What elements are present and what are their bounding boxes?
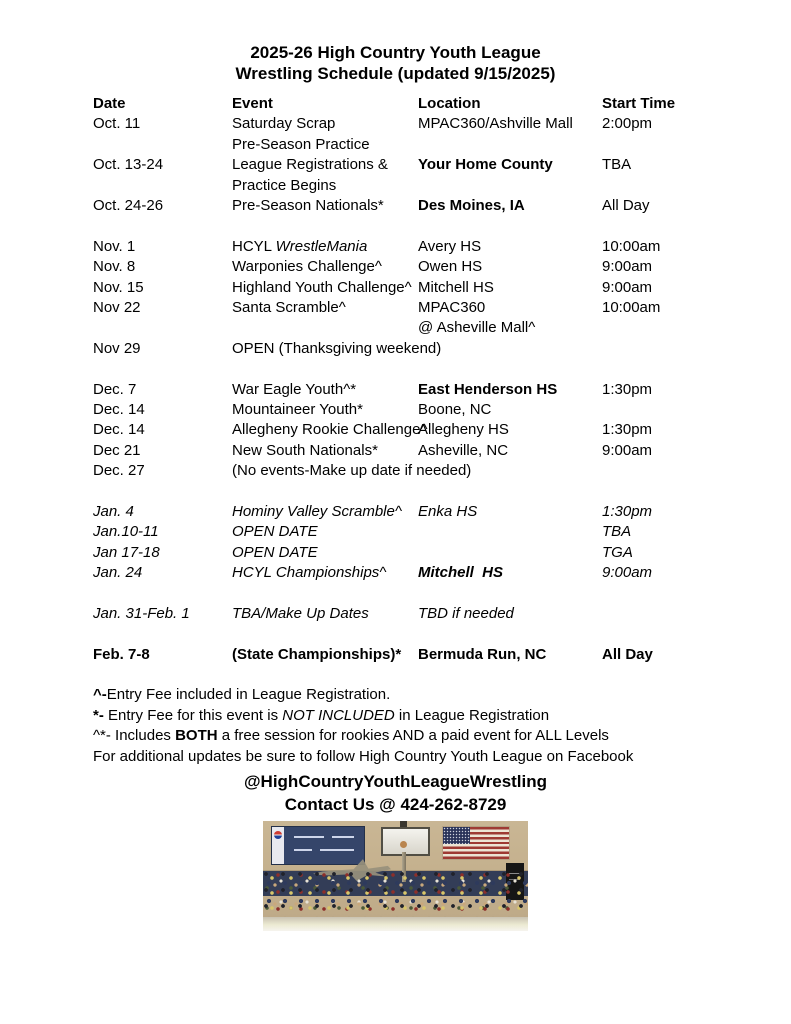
footnote-line — [93, 685, 791, 705]
table-spacer-row — [93, 359, 791, 379]
table-row — [93, 420, 791, 440]
table-row — [93, 298, 791, 318]
team-photo — [263, 821, 528, 931]
cell-event: (No events-Make up date if needed) — [232, 462, 472, 480]
cell-time: All Day — [602, 197, 650, 215]
cell-location: Your Home County — [418, 156, 553, 174]
table-row — [93, 339, 791, 359]
cell-location: Asheville, NC — [418, 441, 509, 459]
table-row — [93, 604, 791, 624]
cell-location: Allegheny HS — [418, 421, 509, 439]
cell-date: Nov. 1 — [93, 237, 136, 255]
cell-date — [93, 318, 232, 338]
cell-date: Jan. 31-Feb. 1 — [93, 605, 190, 623]
cell-location: Boone, NC — [418, 401, 492, 419]
cell-event: OPEN DATE — [232, 543, 318, 561]
cell-time: 1:30pm — [602, 421, 653, 439]
cell-event: Allegheny Rookie Challenge^ — [232, 421, 428, 439]
scoreboard-text-line — [294, 836, 324, 838]
cell-time — [602, 461, 698, 481]
header-location: Location — [418, 95, 481, 112]
cell-event — [232, 237, 418, 257]
cell-time — [602, 135, 698, 155]
cell-event: Pre-Season Nationals* — [232, 197, 384, 215]
cell-event: OPEN (Thanksgiving weekend) — [232, 339, 442, 357]
header-date: Date — [93, 95, 126, 112]
cell-date: Dec. 27 — [93, 462, 145, 480]
title-line1: 2025-26 High Country Youth League — [250, 43, 541, 62]
facebook-handle: @HighCountryYouthLeagueWrestling — [243, 771, 548, 791]
cell-time: 9:00am — [602, 441, 653, 459]
basketball-icon — [400, 841, 407, 848]
wrestlers-crowd — [263, 871, 528, 917]
table-row — [93, 543, 791, 563]
cell-time — [602, 604, 698, 624]
cell-date: Feb. 7-8 — [93, 645, 150, 663]
cell-date: Oct. 11 — [93, 115, 141, 133]
cell-time: 1:30pm — [602, 503, 653, 521]
cell-time: TGA — [602, 543, 633, 561]
table-spacer-row — [93, 584, 791, 604]
cell-location: East Henderson HS — [418, 380, 558, 398]
title-line2: Wrestling Schedule (updated 9/15/2025) — [235, 64, 556, 83]
text-segment: a free session for rookies AND a paid event for ALL Levels — [217, 727, 609, 745]
text-segment: ^- — [93, 686, 107, 704]
cell-date — [93, 135, 232, 155]
cell-date: Dec. 14 — [93, 421, 145, 439]
cell-date: Nov. 15 — [93, 278, 144, 296]
cell-time: TBA — [602, 523, 632, 541]
cell-event: League Registrations & — [232, 156, 388, 174]
table-row — [93, 135, 791, 155]
scoreboard-text-line — [294, 849, 312, 851]
cell-location: Mitchell HS — [418, 278, 494, 296]
header-start-time: Start Time — [602, 95, 676, 112]
cell-location: Bermuda Run, NC — [418, 645, 547, 663]
cell-event: New South Nationals* — [232, 441, 378, 459]
table-row — [93, 278, 791, 298]
cell-event: (State Championships)* — [232, 645, 402, 663]
table-row — [93, 114, 791, 134]
text-segment: For additional updates be sure to follow High Country Youth League on Facebook — [93, 747, 634, 765]
cell-date: Nov 29 — [93, 339, 141, 357]
text-segment: HCYL — [232, 237, 276, 255]
schedule-table — [93, 94, 791, 665]
cell-time — [602, 400, 698, 420]
table-spacer-row — [93, 625, 791, 645]
cell-location — [418, 176, 602, 196]
cell-event: War Eagle Youth^* — [232, 380, 357, 398]
cell-location: Des Moines, IA — [418, 197, 525, 215]
scoreboard-text-line — [320, 849, 354, 851]
cell-event: Practice Begins — [232, 176, 337, 194]
cell-location: Owen HS — [418, 258, 483, 276]
cell-time: 9:00am — [602, 258, 653, 276]
cell-date: Nov. 8 — [93, 258, 136, 276]
footnote-line — [93, 747, 791, 767]
table-row — [93, 318, 791, 338]
cell-event: TBA/Make Up Dates — [232, 605, 369, 623]
cell-location — [418, 522, 602, 542]
header-event: Event — [232, 95, 273, 112]
cell-event: Saturday Scrap — [232, 115, 336, 133]
flag-canton — [443, 827, 470, 844]
cell-date — [93, 176, 232, 196]
cell-date: Jan 17-18 — [93, 543, 160, 561]
cell-date: Jan. 4 — [93, 503, 134, 521]
cell-date: Oct. 13-24 — [93, 156, 164, 174]
cell-time: 10:00am — [602, 299, 661, 317]
text-segment: in League Registration — [394, 706, 550, 724]
table-header-row — [93, 94, 791, 114]
cell-location: Enka HS — [418, 503, 478, 521]
cell-event: OPEN DATE — [232, 523, 318, 541]
pepsi-logo-icon — [274, 831, 282, 839]
table-row — [93, 645, 791, 665]
contact-phone: Contact Us @ 424-262-8729 — [284, 794, 507, 814]
pepsi-panel — [272, 827, 284, 864]
text-segment: WrestleMania — [275, 237, 368, 255]
gym-floor — [263, 917, 528, 931]
cell-time: 2:00pm — [602, 115, 653, 133]
cell-date: Dec. 7 — [93, 380, 137, 398]
text-segment: Entry Fee for this event is — [103, 706, 283, 724]
text-segment: ^*- Includes — [93, 727, 176, 745]
cell-event: Highland Youth Challenge^ — [232, 278, 412, 296]
cell-event: Hominy Valley Scramble^ — [232, 503, 402, 521]
footnotes — [93, 685, 791, 767]
page-title — [0, 0, 791, 84]
table-row — [93, 502, 791, 522]
cell-location: MPAC360/Ashville Mall — [418, 115, 573, 133]
cell-time: 9:00am — [602, 278, 653, 296]
scoreboard-text-line — [332, 836, 354, 838]
cell-time: 1:30pm — [602, 380, 653, 398]
cell-location: Avery HS — [418, 237, 482, 255]
cell-location — [418, 339, 602, 359]
cell-location — [418, 135, 602, 155]
cell-date: Jan.10-11 — [93, 523, 159, 541]
social-block — [0, 770, 791, 816]
table-row — [93, 155, 791, 175]
table-row — [93, 176, 791, 196]
us-flag-icon — [443, 827, 509, 859]
text-segment: Entry Fee included in League Registration. — [106, 686, 391, 704]
cell-date: Nov 22 — [93, 299, 141, 317]
cell-event: Warponies Challenge^ — [232, 258, 382, 276]
cell-location: Mitchell HS — [418, 564, 504, 582]
cell-time — [602, 339, 698, 359]
cell-date: Dec. 14 — [93, 401, 145, 419]
cell-time: 9:00am — [602, 564, 653, 582]
table-row — [93, 196, 791, 216]
cell-time: All Day — [602, 645, 653, 663]
cell-location: @ Asheville Mall^ — [418, 319, 536, 337]
cell-time — [602, 176, 698, 196]
cell-date: Dec 21 — [93, 441, 141, 459]
cell-location — [418, 543, 602, 563]
footnote-line — [93, 726, 791, 746]
cell-event: Santa Scramble^ — [232, 299, 346, 317]
cell-event: Pre-Season Practice — [232, 135, 370, 153]
cell-time — [602, 318, 698, 338]
table-row — [93, 380, 791, 400]
table-row — [93, 563, 791, 583]
cell-event — [232, 318, 418, 338]
cell-location — [418, 461, 602, 481]
table-row — [93, 441, 791, 461]
cell-date: Jan. 24 — [93, 564, 143, 582]
cell-location: MPAC360 — [418, 299, 486, 317]
table-row — [93, 237, 791, 257]
table-row — [93, 522, 791, 542]
table-row — [93, 400, 791, 420]
table-spacer-row — [93, 216, 791, 236]
footnote-line — [93, 706, 791, 726]
cell-time: TBA — [602, 156, 632, 174]
cell-time: 10:00am — [602, 237, 661, 255]
table-row — [93, 257, 791, 277]
text-segment: BOTH — [175, 727, 218, 745]
text-segment: *- — [93, 706, 104, 724]
table-spacer-row — [93, 482, 791, 502]
text-segment: NOT INCLUDED — [282, 706, 395, 724]
cell-location: TBD if needed — [418, 605, 514, 623]
cell-event: Mountaineer Youth* — [232, 401, 363, 419]
cell-event: HCYL Championships^ — [232, 564, 387, 582]
table-body — [93, 114, 791, 665]
table-row — [93, 461, 791, 481]
scoreboard — [271, 826, 365, 865]
cell-date: Oct. 24-26 — [93, 197, 164, 215]
